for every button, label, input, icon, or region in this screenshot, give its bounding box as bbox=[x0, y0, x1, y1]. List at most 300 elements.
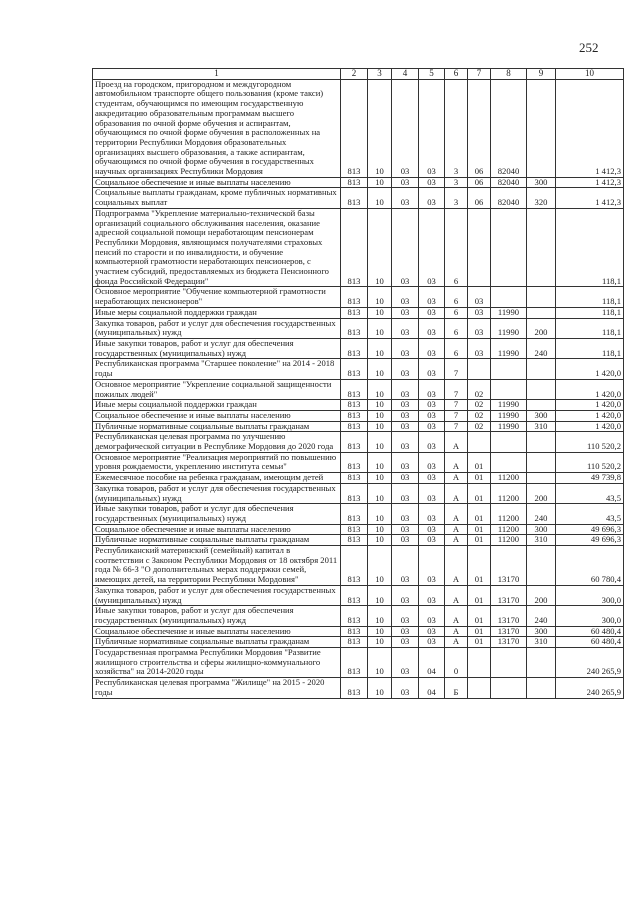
cell-measure: 02 bbox=[468, 421, 491, 432]
cell-direction: 13170 bbox=[491, 637, 527, 648]
table-row bbox=[93, 400, 624, 411]
cell-program: 03 bbox=[419, 504, 445, 524]
cell-section: 10 bbox=[368, 524, 392, 535]
header-cell-amount: 10 bbox=[556, 69, 624, 80]
cell-subprogram: А bbox=[445, 626, 468, 637]
cell-subprogram: 7 bbox=[445, 410, 468, 421]
cell-ministry: 813 bbox=[341, 307, 368, 318]
cell-amount: 49 739,8 bbox=[556, 473, 624, 484]
cell-expense-type: 200 bbox=[527, 318, 556, 338]
cell-section: 10 bbox=[368, 504, 392, 524]
cell-ministry: 813 bbox=[341, 678, 368, 698]
cell-description: Основное мероприятие "Реализация мероприятий по повышению уровня рождаемости, укреплению института семьи" bbox=[93, 452, 341, 472]
cell-subsection: 03 bbox=[392, 546, 419, 586]
cell-expense-type bbox=[527, 678, 556, 698]
cell-subsection: 03 bbox=[392, 318, 419, 338]
cell-section: 10 bbox=[368, 421, 392, 432]
cell-amount: 118,1 bbox=[556, 307, 624, 318]
cell-program: 04 bbox=[419, 678, 445, 698]
cell-measure: 06 bbox=[468, 188, 491, 208]
header-cell-program: 5 bbox=[419, 69, 445, 80]
cell-direction bbox=[491, 432, 527, 452]
cell-section: 10 bbox=[368, 307, 392, 318]
cell-subsection: 03 bbox=[392, 678, 419, 698]
cell-direction: 13170 bbox=[491, 546, 527, 586]
cell-amount: 1 412,3 bbox=[556, 177, 624, 188]
cell-measure: 01 bbox=[468, 452, 491, 472]
cell-amount: 240 265,9 bbox=[556, 678, 624, 698]
cell-direction: 13170 bbox=[491, 606, 527, 626]
cell-program: 03 bbox=[419, 637, 445, 648]
cell-expense-type bbox=[527, 79, 556, 177]
cell-expense-type: 310 bbox=[527, 421, 556, 432]
cell-direction: 11200 bbox=[491, 504, 527, 524]
cell-amount: 118,1 bbox=[556, 208, 624, 287]
cell-amount: 60 780,4 bbox=[556, 546, 624, 586]
cell-expense-type bbox=[527, 473, 556, 484]
cell-amount: 118,1 bbox=[556, 318, 624, 338]
cell-subprogram: А bbox=[445, 524, 468, 535]
cell-measure bbox=[468, 678, 491, 698]
table-row bbox=[93, 524, 624, 535]
cell-ministry: 813 bbox=[341, 188, 368, 208]
cell-direction: 11200 bbox=[491, 535, 527, 546]
page-number: 252 bbox=[579, 40, 599, 55]
cell-description: Иные закупки товаров, работ и услуг для обеспечения государственных (муниципальных) нужд bbox=[93, 338, 341, 358]
cell-description: Государственная программа Республики Мордовия "Развитие жилищного строительства и сферы жилищно-коммунального хозяйства" на 2014-2020 годы bbox=[93, 648, 341, 678]
header-cell-direction: 8 bbox=[491, 69, 527, 80]
cell-subsection: 03 bbox=[392, 535, 419, 546]
cell-direction bbox=[491, 648, 527, 678]
cell-program: 03 bbox=[419, 307, 445, 318]
cell-description: Публичные нормативные социальные выплаты гражданам bbox=[93, 421, 341, 432]
cell-subsection: 03 bbox=[392, 338, 419, 358]
cell-amount: 49 696,3 bbox=[556, 535, 624, 546]
cell-description: Социальное обеспечение и иные выплаты населению bbox=[93, 524, 341, 535]
cell-program: 03 bbox=[419, 421, 445, 432]
cell-expense-type bbox=[527, 307, 556, 318]
budget-table bbox=[92, 68, 624, 699]
cell-expense-type bbox=[527, 648, 556, 678]
table-row bbox=[93, 177, 624, 188]
cell-measure: 01 bbox=[468, 504, 491, 524]
cell-amount: 240 265,9 bbox=[556, 648, 624, 678]
cell-subprogram: А bbox=[445, 546, 468, 586]
cell-section: 10 bbox=[368, 585, 392, 605]
cell-measure bbox=[468, 432, 491, 452]
cell-direction bbox=[491, 208, 527, 287]
cell-ministry: 813 bbox=[341, 546, 368, 586]
cell-ministry: 813 bbox=[341, 421, 368, 432]
cell-expense-type: 200 bbox=[527, 483, 556, 503]
cell-direction bbox=[491, 678, 527, 698]
table-row bbox=[93, 535, 624, 546]
table-row bbox=[93, 473, 624, 484]
table-row bbox=[93, 626, 624, 637]
cell-description: Основное мероприятие "Укрепление социальной защищенности пожилых людей" bbox=[93, 379, 341, 399]
cell-program: 03 bbox=[419, 379, 445, 399]
cell-amount: 118,1 bbox=[556, 287, 624, 307]
header-cell-subprogram: 6 bbox=[445, 69, 468, 80]
cell-subprogram: А bbox=[445, 504, 468, 524]
cell-section: 10 bbox=[368, 318, 392, 338]
cell-direction bbox=[491, 379, 527, 399]
cell-subsection: 03 bbox=[392, 585, 419, 605]
cell-measure: 01 bbox=[468, 524, 491, 535]
cell-amount: 60 480,4 bbox=[556, 637, 624, 648]
cell-expense-type: 240 bbox=[527, 606, 556, 626]
cell-ministry: 813 bbox=[341, 359, 368, 379]
cell-direction: 11990 bbox=[491, 307, 527, 318]
table-row bbox=[93, 606, 624, 626]
table-row bbox=[93, 678, 624, 698]
cell-subsection: 03 bbox=[392, 400, 419, 411]
cell-description: Иные закупки товаров, работ и услуг для обеспечения государственных (муниципальных) нужд bbox=[93, 606, 341, 626]
cell-amount: 1 412,3 bbox=[556, 188, 624, 208]
cell-measure: 01 bbox=[468, 585, 491, 605]
cell-measure: 03 bbox=[468, 318, 491, 338]
cell-section: 10 bbox=[368, 177, 392, 188]
cell-description: Ежемесячное пособие на ребенка гражданам, имеющим детей bbox=[93, 473, 341, 484]
table-row bbox=[93, 307, 624, 318]
cell-subprogram: А bbox=[445, 483, 468, 503]
cell-expense-type: 300 bbox=[527, 626, 556, 637]
table-row bbox=[93, 504, 624, 524]
cell-measure: 03 bbox=[468, 307, 491, 318]
cell-subprogram: 7 bbox=[445, 400, 468, 411]
cell-ministry: 813 bbox=[341, 452, 368, 472]
cell-subprogram: А bbox=[445, 452, 468, 472]
cell-expense-type: 200 bbox=[527, 585, 556, 605]
cell-section: 10 bbox=[368, 637, 392, 648]
cell-subsection: 03 bbox=[392, 483, 419, 503]
cell-ministry: 813 bbox=[341, 535, 368, 546]
cell-measure: 01 bbox=[468, 626, 491, 637]
cell-expense-type: 300 bbox=[527, 177, 556, 188]
cell-subsection: 03 bbox=[392, 432, 419, 452]
cell-subsection: 03 bbox=[392, 379, 419, 399]
cell-description: Иные закупки товаров, работ и услуг для обеспечения государственных (муниципальных) нужд bbox=[93, 504, 341, 524]
cell-section: 10 bbox=[368, 606, 392, 626]
cell-description: Подпрограмма "Укрепление материально-технической базы организаций социального обслуживания населения, оказание адресной социальной помощи неработающим пенсионерам Республики Мордовия, являющимся получателями страховых пенсий по старости и по инвалидности, и обучение компьютерной грамотности неработающих пенсионеров, с участием субсидий, предоставляемых из бюджета Пенсионного фонда Российской Федерации" bbox=[93, 208, 341, 287]
table-row bbox=[93, 359, 624, 379]
cell-direction bbox=[491, 359, 527, 379]
cell-description: Иные меры социальной поддержки граждан bbox=[93, 400, 341, 411]
cell-description: Закупка товаров, работ и услуг для обеспечения государственных (муниципальных) нужд bbox=[93, 585, 341, 605]
cell-measure: 02 bbox=[468, 400, 491, 411]
cell-amount: 1 420,0 bbox=[556, 359, 624, 379]
cell-direction bbox=[491, 452, 527, 472]
cell-ministry: 813 bbox=[341, 79, 368, 177]
cell-amount: 1 412,3 bbox=[556, 79, 624, 177]
cell-expense-type bbox=[527, 546, 556, 586]
cell-direction: 13170 bbox=[491, 585, 527, 605]
cell-subprogram: 6 bbox=[445, 287, 468, 307]
cell-direction: 11990 bbox=[491, 410, 527, 421]
cell-program: 03 bbox=[419, 524, 445, 535]
cell-subsection: 03 bbox=[392, 208, 419, 287]
cell-subprogram: А bbox=[445, 432, 468, 452]
cell-subsection: 03 bbox=[392, 410, 419, 421]
cell-subprogram: 0 bbox=[445, 648, 468, 678]
cell-direction: 13170 bbox=[491, 626, 527, 637]
cell-ministry: 813 bbox=[341, 483, 368, 503]
table-row bbox=[93, 208, 624, 287]
cell-measure: 01 bbox=[468, 473, 491, 484]
table-row bbox=[93, 648, 624, 678]
cell-section: 10 bbox=[368, 400, 392, 411]
cell-ministry: 813 bbox=[341, 585, 368, 605]
cell-ministry: 813 bbox=[341, 338, 368, 358]
header-cell-subsection: 4 bbox=[392, 69, 419, 80]
cell-direction: 82040 bbox=[491, 188, 527, 208]
cell-description: Публичные нормативные социальные выплаты гражданам bbox=[93, 535, 341, 546]
cell-subprogram: 7 bbox=[445, 359, 468, 379]
table-row bbox=[93, 421, 624, 432]
table-row bbox=[93, 287, 624, 307]
cell-program: 03 bbox=[419, 400, 445, 411]
cell-amount: 300,0 bbox=[556, 585, 624, 605]
cell-subsection: 03 bbox=[392, 452, 419, 472]
cell-direction: 11990 bbox=[491, 318, 527, 338]
cell-measure bbox=[468, 208, 491, 287]
cell-subprogram: А bbox=[445, 585, 468, 605]
cell-ministry: 813 bbox=[341, 410, 368, 421]
header-cell-description: 1 bbox=[93, 69, 341, 80]
cell-ministry: 813 bbox=[341, 379, 368, 399]
cell-subprogram: 3 bbox=[445, 188, 468, 208]
cell-section: 10 bbox=[368, 338, 392, 358]
cell-description: Республиканская целевая программа по улучшению демографической ситуации в Республике Мордовия до 2020 года bbox=[93, 432, 341, 452]
cell-subprogram: 3 bbox=[445, 177, 468, 188]
cell-section: 10 bbox=[368, 678, 392, 698]
cell-ministry: 813 bbox=[341, 648, 368, 678]
cell-program: 03 bbox=[419, 535, 445, 546]
cell-ministry: 813 bbox=[341, 637, 368, 648]
cell-ministry: 813 bbox=[341, 606, 368, 626]
header-cell-expense-type: 9 bbox=[527, 69, 556, 80]
cell-subprogram: А bbox=[445, 637, 468, 648]
cell-subsection: 03 bbox=[392, 79, 419, 177]
cell-description: Публичные нормативные социальные выплаты гражданам bbox=[93, 637, 341, 648]
cell-measure bbox=[468, 359, 491, 379]
cell-subsection: 03 bbox=[392, 359, 419, 379]
cell-expense-type bbox=[527, 432, 556, 452]
cell-description: Социальное обеспечение и иные выплаты населению bbox=[93, 410, 341, 421]
cell-description: Закупка товаров, работ и услуг для обеспечения государственных (муниципальных) нужд bbox=[93, 483, 341, 503]
cell-measure bbox=[468, 648, 491, 678]
cell-direction: 11990 bbox=[491, 400, 527, 411]
cell-subsection: 03 bbox=[392, 626, 419, 637]
cell-measure: 01 bbox=[468, 637, 491, 648]
cell-ministry: 813 bbox=[341, 177, 368, 188]
cell-ministry: 813 bbox=[341, 432, 368, 452]
cell-ministry: 813 bbox=[341, 208, 368, 287]
cell-subprogram: 6 bbox=[445, 208, 468, 287]
cell-amount: 300,0 bbox=[556, 606, 624, 626]
cell-section: 10 bbox=[368, 546, 392, 586]
table-row bbox=[93, 546, 624, 586]
cell-program: 03 bbox=[419, 473, 445, 484]
cell-ministry: 813 bbox=[341, 287, 368, 307]
cell-direction: 11990 bbox=[491, 421, 527, 432]
cell-program: 03 bbox=[419, 318, 445, 338]
cell-program: 03 bbox=[419, 432, 445, 452]
cell-subprogram: 6 bbox=[445, 338, 468, 358]
cell-subprogram: А bbox=[445, 606, 468, 626]
cell-description: Социальное обеспечение и иные выплаты населению bbox=[93, 626, 341, 637]
cell-program: 03 bbox=[419, 359, 445, 379]
cell-program: 03 bbox=[419, 585, 445, 605]
cell-measure: 03 bbox=[468, 287, 491, 307]
cell-ministry: 813 bbox=[341, 504, 368, 524]
cell-description: Социальные выплаты гражданам, кроме публичных нормативных социальных выплат bbox=[93, 188, 341, 208]
cell-ministry: 813 bbox=[341, 626, 368, 637]
cell-measure: 06 bbox=[468, 177, 491, 188]
cell-program: 03 bbox=[419, 483, 445, 503]
header-cell-ministry: 2 bbox=[341, 69, 368, 80]
cell-expense-type: 240 bbox=[527, 338, 556, 358]
header-cell-section: 3 bbox=[368, 69, 392, 80]
table-row bbox=[93, 338, 624, 358]
cell-expense-type: 300 bbox=[527, 524, 556, 535]
table-row bbox=[93, 318, 624, 338]
cell-description: Основное мероприятие "Обучение компьютерной грамотности неработающих пенсионеров" bbox=[93, 287, 341, 307]
cell-measure: 01 bbox=[468, 483, 491, 503]
cell-section: 10 bbox=[368, 359, 392, 379]
cell-measure: 02 bbox=[468, 379, 491, 399]
cell-direction: 11200 bbox=[491, 483, 527, 503]
cell-ministry: 813 bbox=[341, 318, 368, 338]
table-row bbox=[93, 483, 624, 503]
cell-amount: 1 420,0 bbox=[556, 379, 624, 399]
cell-program: 03 bbox=[419, 177, 445, 188]
header-cell-measure: 7 bbox=[468, 69, 491, 80]
cell-section: 10 bbox=[368, 79, 392, 177]
cell-description: Проезд на городском, пригородном и междугородном автомобильном транспорте общего пользования (кроме такси) студентам, обучающимся по имеющим государственную аккредитацию образовательным программам высшего образования по очной форме обучения и аспирантам, обучающимся по очной форме обучения в расположенных на территории Республики Мордовия образовательных организациях высшего образования, а также аспирантам, обучающимся по очной форме обучения в государственных научных организациях Республики Мордовия bbox=[93, 79, 341, 177]
cell-subsection: 03 bbox=[392, 504, 419, 524]
cell-direction: 82040 bbox=[491, 177, 527, 188]
cell-program: 03 bbox=[419, 626, 445, 637]
cell-ministry: 813 bbox=[341, 524, 368, 535]
cell-program: 03 bbox=[419, 606, 445, 626]
cell-amount: 1 420,0 bbox=[556, 410, 624, 421]
cell-section: 10 bbox=[368, 483, 392, 503]
cell-expense-type: 310 bbox=[527, 535, 556, 546]
cell-description: Закупка товаров, работ и услуг для обеспечения государственных (муниципальных) нужд bbox=[93, 318, 341, 338]
table-row bbox=[93, 188, 624, 208]
cell-section: 10 bbox=[368, 626, 392, 637]
cell-subprogram: Б bbox=[445, 678, 468, 698]
cell-section: 10 bbox=[368, 379, 392, 399]
cell-amount: 43,5 bbox=[556, 483, 624, 503]
cell-expense-type: 240 bbox=[527, 504, 556, 524]
cell-section: 10 bbox=[368, 208, 392, 287]
cell-expense-type: 320 bbox=[527, 188, 556, 208]
cell-description: Республиканская программа "Старшее поколение" на 2014 - 2018 годы bbox=[93, 359, 341, 379]
cell-section: 10 bbox=[368, 188, 392, 208]
cell-direction: 11990 bbox=[491, 338, 527, 358]
cell-amount: 60 480,4 bbox=[556, 626, 624, 637]
cell-amount: 43,5 bbox=[556, 504, 624, 524]
cell-section: 10 bbox=[368, 432, 392, 452]
cell-subprogram: 7 bbox=[445, 379, 468, 399]
cell-description: Иные меры социальной поддержки граждан bbox=[93, 307, 341, 318]
cell-subsection: 03 bbox=[392, 648, 419, 678]
cell-subsection: 03 bbox=[392, 473, 419, 484]
cell-expense-type bbox=[527, 452, 556, 472]
cell-expense-type bbox=[527, 379, 556, 399]
table-row bbox=[93, 585, 624, 605]
cell-program: 04 bbox=[419, 648, 445, 678]
table-row bbox=[93, 410, 624, 421]
header-row bbox=[93, 69, 624, 80]
cell-direction: 11200 bbox=[491, 473, 527, 484]
cell-amount: 1 420,0 bbox=[556, 421, 624, 432]
cell-expense-type bbox=[527, 400, 556, 411]
cell-program: 03 bbox=[419, 546, 445, 586]
cell-measure: 01 bbox=[468, 546, 491, 586]
cell-section: 10 bbox=[368, 473, 392, 484]
cell-description: Республиканский материнский (семейный) капитал в соответствии с Законом Республики Мордовия от 18 октября 2011 года № 66-З "О дополнительных мерах поддержки семей, имеющих детей, на территории Республики Мордовия" bbox=[93, 546, 341, 586]
cell-amount: 1 420,0 bbox=[556, 400, 624, 411]
table-row bbox=[93, 637, 624, 648]
cell-direction: 82040 bbox=[491, 79, 527, 177]
cell-ministry: 813 bbox=[341, 473, 368, 484]
cell-program: 03 bbox=[419, 287, 445, 307]
cell-expense-type: 310 bbox=[527, 637, 556, 648]
table-row bbox=[93, 379, 624, 399]
cell-program: 03 bbox=[419, 188, 445, 208]
cell-section: 10 bbox=[368, 287, 392, 307]
cell-direction bbox=[491, 287, 527, 307]
cell-program: 03 bbox=[419, 208, 445, 287]
cell-section: 10 bbox=[368, 648, 392, 678]
cell-expense-type bbox=[527, 359, 556, 379]
cell-direction: 11200 bbox=[491, 524, 527, 535]
cell-section: 10 bbox=[368, 535, 392, 546]
cell-section: 10 bbox=[368, 452, 392, 472]
cell-program: 03 bbox=[419, 338, 445, 358]
cell-measure: 01 bbox=[468, 535, 491, 546]
cell-expense-type bbox=[527, 208, 556, 287]
cell-subsection: 03 bbox=[392, 307, 419, 318]
cell-amount: 49 696,3 bbox=[556, 524, 624, 535]
cell-subprogram: 7 bbox=[445, 421, 468, 432]
cell-description: Республиканская целевая программа "Жилище" на 2015 - 2020 годы bbox=[93, 678, 341, 698]
table-row bbox=[93, 79, 624, 177]
table-row bbox=[93, 432, 624, 452]
cell-expense-type: 300 bbox=[527, 410, 556, 421]
cell-amount: 118,1 bbox=[556, 338, 624, 358]
cell-subsection: 03 bbox=[392, 188, 419, 208]
cell-ministry: 813 bbox=[341, 400, 368, 411]
cell-subsection: 03 bbox=[392, 637, 419, 648]
cell-subsection: 03 bbox=[392, 421, 419, 432]
cell-program: 03 bbox=[419, 410, 445, 421]
cell-measure: 03 bbox=[468, 338, 491, 358]
cell-measure: 06 bbox=[468, 79, 491, 177]
cell-subprogram: А bbox=[445, 535, 468, 546]
cell-subsection: 03 bbox=[392, 177, 419, 188]
cell-amount: 110 520,2 bbox=[556, 452, 624, 472]
cell-subprogram: А bbox=[445, 473, 468, 484]
cell-subprogram: 6 bbox=[445, 307, 468, 318]
cell-subprogram: 3 bbox=[445, 79, 468, 177]
cell-subsection: 03 bbox=[392, 287, 419, 307]
cell-description: Социальное обеспечение и иные выплаты населению bbox=[93, 177, 341, 188]
cell-subprogram: 6 bbox=[445, 318, 468, 338]
